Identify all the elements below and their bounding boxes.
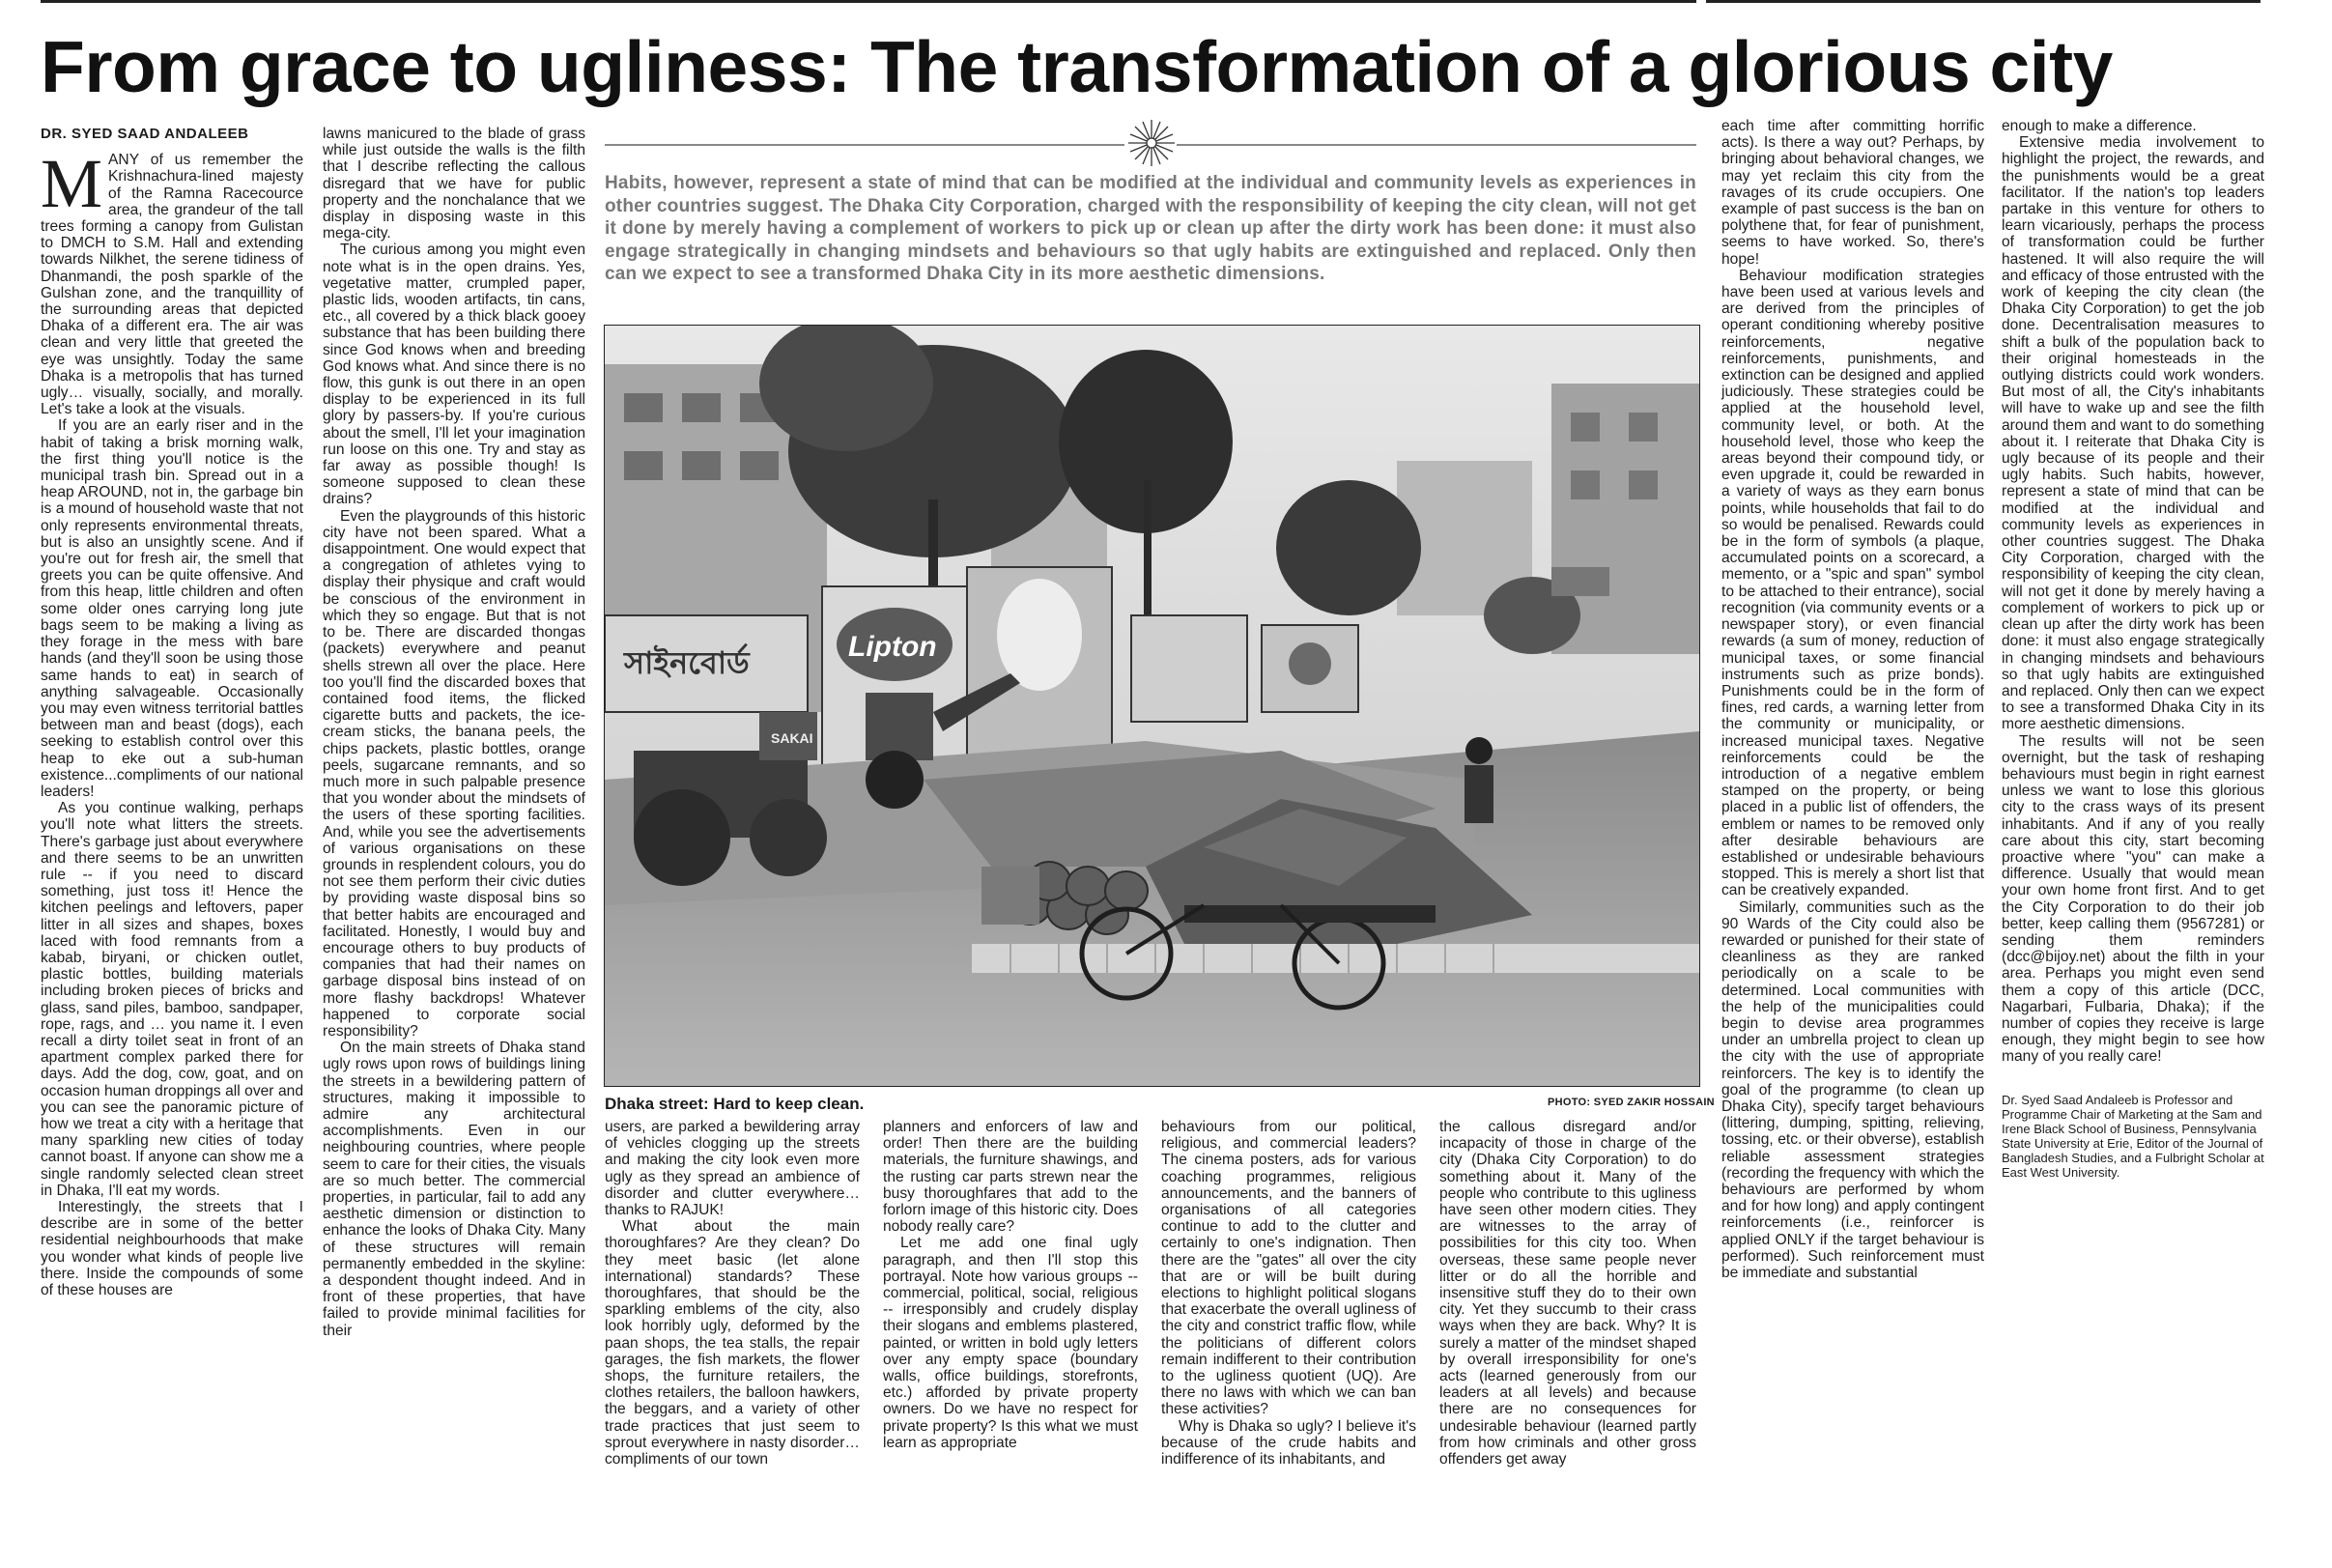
lipton-billboard-text: Lipton — [848, 631, 937, 663]
paragraph: the callous disregard and/or incapacity of those in charge of the city (Dhaka City Corporation) to do something about it. Many of the people who contribute to this ugliness have seen other modern cities. They are witnesses to the array of possibilities for this city too. When overseas, these same people never litter or do all the horrible and insensitive stuff they do to their own city. Yet they succumb to their crass ways when they are back. Why? It is surely a matter of the mindset shaped by overall irresponsibility for one's acts (learned generously from our leaders at all levels) and because there are no consequences for undesirable behaviour (learned partly from how criminals and other gross offenders get away — [1439, 1119, 1696, 1468]
paragraph: The results will not be seen overnight, but the task of reshaping behaviours must begin in right earnest unless we want to lose this glorious city to the crass ways of its present inhabitants. And if any of you really care about this city, start becoming proactive where "you" can make a difference. Usually that would mean your own home front first. And to get the City Corporation to do their job better, keep calling them (9567281) or sending them reminders (dcc@bijoy.net) about the filth in your area. Perhaps you might even send them a copy of this article (DCC, Nagarbari, Fulbaria, Dhaka); if the number of copies they receive is large enough, they might begin to see how many of you really care! — [2002, 732, 2264, 1066]
byline: DR. SYED SAAD ANDALEEB — [41, 126, 249, 142]
pullquote-rule-left — [605, 144, 1124, 146]
top-rule-right — [1706, 0, 2261, 3]
pullquote-rule-right — [1177, 144, 1696, 146]
street-scene-image — [605, 326, 1699, 1086]
paragraph: planners and enforcers of law and order! Then there are the building materials, the furniture shawings, and the rusting car parts strewn near the busy thoroughfares that add to the forlorn image of this historic city. Does nobody really care? — [883, 1119, 1138, 1236]
sakai-machine-text: SAKAI — [771, 730, 813, 746]
article-column-8 — [2002, 118, 2264, 1557]
paragraph: Let me add one final ugly paragraph, and then I'll stop this portrayal. Note how various groups -- commercial, political, social, religious -- irresponsibly and crudely display their slogans and emblems plastered, painted, or written in bold ugly letters over any empty space (boundary walls, office buildings, storefronts, etc.) afforded by private property owners. Do we have no respect for private property? Is this what we must learn as appropriate — [883, 1235, 1138, 1451]
photo-credit: PHOTO: SYED ZAKIR HOSSAIN — [1548, 1097, 1715, 1108]
paragraph: If you are an early riser and in the habit of taking a brisk morning walk, the first thing you'll notice is the municipal trash bin. Spread out in a heap AROUND, not in, the garbage bin is a mound of household waste that not only represents environmental threats, but is also an unsightly scene. And if you're out for fresh air, the smell that greets you can be quite offensive. And from this heap, little children and often some older ones carrying long jute bags seem to be making a living as they forage in the mess with bare hands (and they'll soon be using those same hands to eat) in search of anything salvageable. Occasionally you may even witness territorial battles between man and beast (dogs), each seeking to establish control over this heap to eke out a sub-human existence...compliments of our national leaders! — [41, 417, 303, 800]
top-rule-left — [41, 0, 1696, 3]
article-column-4 — [883, 1119, 1138, 1554]
paragraph: As you continue walking, perhaps you'll note what litters the streets. There's garbage just about everywhere and there seems to be an unwritten rule -- if you need to discard something, just toss it! Hence the kitchen peelings and leftovers, paper litter in all sizes and shapes, boxes laced with food remnants from a kabab, biryani, or chicken outlet, plastic bottles, building materials including broken pieces of bricks and glass, sand piles, bamboo, sandpaper, rope, rags, and … you name it. I even recall a dirty toilet seat in front of an apartment complex parked there for days. Add the dog, cow, goat, and on occasion human droppings all over and you can see the panoramic picture of how we treat a city with a heritage that many sparkling new cities of today cannot boast. If anyone can show me a single randomly selected clean street in Dhaka, I'll eat my words. — [41, 800, 303, 1199]
paragraph: What about the main thoroughfares? Are they clean? Do they meet basic (let alone international) standards? These thoroughfares, that should be the sparkling emblems of the city, also look horribly ugly, deformed by the paan shops, the tea stalls, the repair garages, the fish markets, the flower shops, the furniture retailers, the clothes retailers, the balloon hawkers, the beggars, and a variety of other trade practices that just seem to sprout everywhere in nasty disorder…compliments of our town — [605, 1218, 860, 1468]
paragraph: Even the playgrounds of this historic city have not been spared. What a disappointment. One would expect that a congregation of athletes vying to display their physique and craft would be conscious of the environment in which they so engage. But that is not to be. There are discarded thongas (packets) everywhere and peanut shells strewn all over the place. Here too you'll find the discarded boxes that contained food items, the flicked cigarette butts and packets, the ice-cream sticks, the banana peels, the chips packets, plastic bottles, orange peels, sugarcane remnants, and so much more in such palpable presence that you wonder about the mindsets of the users of these sporting facilities. And, while you see the advertisements of various organisations on these grounds in resplendent colours, you do not see them perform their civic duties by providing waste disposal bins so that better habits are encouraged and facilitated. Honestly, I would buy and encourage others to buy products of companies that had their names on garbage disposal bins instead of on more flashy backdrops! Whatever happened to corporate social responsibility? — [323, 507, 585, 1040]
article-column-6 — [1439, 1119, 1696, 1554]
paragraph: lawns manicured to the blade of grass while just outside the walls is the filth that I describe reflecting the callous disregard that we have for public property and the nonchalance that we display in disposing waste in this mega-city. — [323, 126, 585, 242]
paragraph: Extensive media involvement to highlight the project, the rewards, and the punishments would be a great facilitator. If the nation's top leaders partake in this venture for others to learn vicariously, perhaps the process of transformation could be further hastened. It will also require the will and efficacy of those entrusted with the work of keeping the city clean (the Dhaka City Corporation) to get the job done. Decentralisation measures to shift a bulk of the population back to their original homesteads in the outlying districts could work wonders. But most of all, the City's inhabitants will have to wake up and see the filth around them and want to do something about it. I reiterate that Dhaka City is ugly because of its people and their ugly habits. Such habits, however, represent a state of mind that can be modified at the individual and community levels as experiences in other countries suggest. The Dhaka City Corporation, charged with the responsibility of keeping the city clean, will not get it done by merely having a complement of workers to pick up or clean up after the dirty work has been done: it must also engage strategically in changing mindsets and behaviours so that ugly habits are extinguished and replaced. Only then can we expect to see a transformed Dhaka City in its more aesthetic dimensions. — [2002, 134, 2264, 733]
paragraph: Behaviour modification strategies have been used at various levels and are derived from the principles of operant conditioning whereby positive reinforcements, negative reinforcements, punishments, and extinction can be designed and applied judiciously. These strategies could be applied at the household level, community level, or both. At the household level, those who keep the areas beyond their compound tidy, or even upgrade it, could be rewarded in a variety of ways as they earn bonus points, while households that fail to do so would be penalised. Rewards could be in the form of symbols (a plaque, accumulated points on a scorecard, a memento, or a "spic and span" symbol to be attached to their entrance), social recognition (via community events or a newspaper story), or even financial rewards (a sum of money, reduction of municipal taxes, or some financial instruments such as prize bonds). Punishments could be in the form of fines, red cards, a warning letter from the community or municipality, or increased municipal taxes. Negative reinforcements could be the introduction of a negative emblem stamped on the property, or being placed in a public list of offenders, the emblem or names to be removed only after desirable behaviours are established or undesirable behaviours stopped. This is merely a short list that can be creatively expanded. — [1721, 267, 1984, 899]
paragraph: each time after committing horrific acts). Is there a way out? Perhaps, by bringing about behavioral changes, we may yet reclaim this city from the ravages of its crude occupiers. One example of past success is the ban on polythene that, for fear of punishment, seems to have worked. So, there's hope! — [1721, 118, 1984, 268]
article-column-7 — [1721, 118, 1984, 1557]
paragraph: Why is Dhaka so ugly? I believe it's because of the crude habits and indifference of its inhabitants, and — [1161, 1417, 1416, 1468]
paragraph: Similarly, communities such as the 90 Wards of the City could also be rewarded or punished for their state of cleanliness as they are ranked periodically on a scale to be determined. Local communities with the help of the municipalities could begin to devise area programmes under an umbrella project to clean up the city with the use of appropriate reinforcers. The key is to identify the goal of the programme (to clean up Dhaka City), specify target behaviours (littering, dumping, spitting, relieving, tossing, etc. or their obverse), establish reliable assessment strategies (recording the frequency with which the behaviours are performed by whom and for how long) and apply contingent reinforcements (i.e., reinforcer is applied ONLY if the target behaviour is performed). Such reinforcement must be immediate and substantial — [1721, 898, 1984, 1282]
paragraph: enough to make a difference. — [2002, 118, 2197, 134]
paragraph: On the main streets of Dhaka stand ugly rows upon rows of buildings lining the streets in a bewildering pattern of structures, making it impossible to admire any architectural accomplishments. Even in our neighbouring countries, where people seem to care for their cities, the visuals are so much better. The commercial properties, in particular, fail to add any aesthetic dimension or distinction to enhance the looks of Dhaka City. Many of these structures will remain permanently embedded in the skyline: a despondent thought indeed. And in front of these properties, that have failed to provide minimal facilities for their — [323, 1040, 585, 1339]
author-bio: Dr. Syed Saad Andaleeb is Professor and Programme Chair of Marketing at the Sam and Irene Black School of Business, Pennsylvania State University at Erie, Editor of the Journal of Bangladesh Studies, and a Fulbright Scholar at East West University. — [2002, 1092, 2264, 1180]
svg-text:সাইনবোর্ড: সাইনবোর্ড — [624, 644, 750, 681]
article-column-2 — [323, 126, 585, 1555]
street-photo — [604, 325, 1700, 1087]
paragraph: users, are parked a bewildering array of vehicles clogging up the streets and making the city look even more ugly as they spread an ambience of disorder and clutter everywhere…thanks to RAJUK! — [605, 1119, 860, 1219]
paragraph: MANY of us remember the Krishnachura-lined majesty of the Ramna Racecource area, the grandeur of the tall trees forming a canopy from Gulistan to DMCH to S.M. Hall and extending towards Nilkhet, the serene tidiness of Dhanmandi, the posh sparkle of the Gulshan zone, and the tranquillity of the surrounding areas that depicted Dhaka of a different era. The air was clean and very little that greeted the eye was unsightly. Today the same Dhaka is a metropolis that has turned ugly… visually, socially, and morally. Let's take a look at the visuals. — [41, 145, 303, 418]
starburst-ornament-icon — [1126, 118, 1177, 168]
drop-cap: M — [41, 145, 103, 223]
article-column-3 — [605, 1119, 860, 1554]
photo-caption: Dhaka street: Hard to keep clean. — [605, 1095, 865, 1113]
paragraph: The curious among you might even note what is in the open drains. Yes, vegetative matter, crumpled paper, plastic lids, wooden artifacts, tin cans, etc., all covered by a thick black gooey substance that has been building there since God knows when and breeding God knows what. And since there is no flow, this gunk is out there in an open display to be experienced in its full glory by passers-by. If you're curious about the smell, I'll let your imagination run loose on this one. Try and stay as far away as possible though! Is someone supposed to clean these drains? — [323, 242, 585, 508]
headline: From grace to ugliness: The transformation of a glorious city — [41, 26, 2113, 107]
paragraph: behaviours from our political, religious, and commercial leaders? The cinema posters, ads for various coaching programmes, religious announcements, and the banners of organisations of all categories continue to add to the clutter and certainly to one's indignation. Then there are the "gates" all over the city that are or will be built during elections to highlight political slogans that exacerbate the overall ugliness of the city and constrict traffic flow, while the politicians of different colors remain indifferent to their contribution to the ugliness quotient (UQ). Are there no laws with which we can ban these activities? — [1161, 1119, 1416, 1418]
article-column-1 — [41, 126, 303, 1555]
paragraph: Interestingly, the streets that I describe are in some of the better residential neighbourhoods that make you wonder what kinds of people live there. Inside the compounds of some of these houses are — [41, 1199, 303, 1299]
article-column-5 — [1161, 1119, 1416, 1554]
pull-quote: Habits, however, represent a state of mind that can be modified at the individual and community levels as experiences in other countries suggest. The Dhaka City Corporation, charged with the responsibility of keeping the city clean, will not get it done by merely having a complement of workers to pick up or clean up after the dirty work has been done: it must also engage strategically in changing mindsets and behaviours so that ugly habits are extinguished and replaced. Only then can we expect to see a transformed Dhaka City in its more aesthetic dimensions. — [605, 173, 1696, 284]
